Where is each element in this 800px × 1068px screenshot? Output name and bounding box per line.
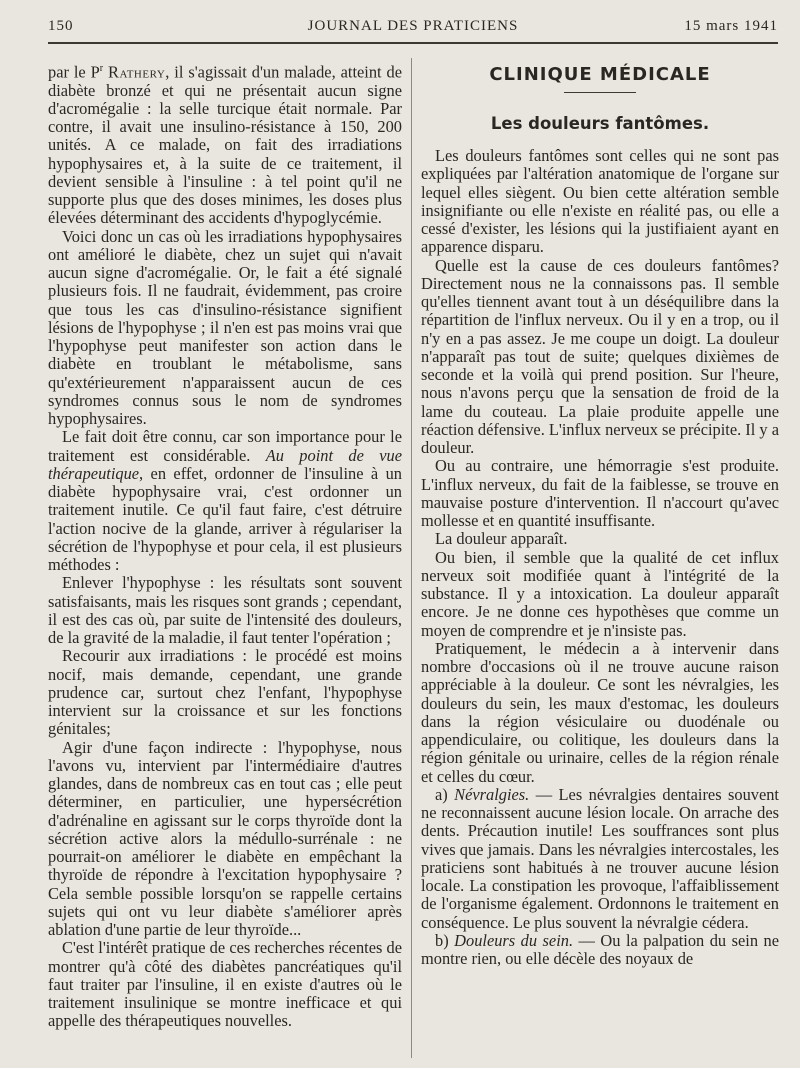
paragraph: Le fait doit être connu, car son importance pour le traitement est considérable. Au point de vue thérapeutique, en effet, ordonner de l'insuline à un diabète hypophysaire vrai, c'est ordonner un traitement inutile. Ce qu'il faut faire, c'est détruire l'action nocive de la glande, arriver à régulariser la sécrétion de l'hypophyse et pour cela, il est plusieurs méthodes : [48, 427, 402, 575]
paragraph: Quelle est la cause de ces douleurs fantômes? Directement nous ne la connaissons pas. Il semble qu'elles tiennent avant tout à un déséquilibre dans la répartition de l'influx nerveux. Ou il y en a trop, ou il n'y en a pas assez. Je me coupe un doigt. La douleur n'apparaît pas tout de suite; quelques dixièmes de seconde et la voilà qui prend position. Sur l'heure, nous n'avons perçu que la sensation de froid de la lame du couteau. La plaie produite appelle une réaction défensive. L'influx nerveux se précipite. Il y a douleur. [421, 255, 779, 458]
paragraph: C'est l'intérêt pratique de ces recherches récentes de montrer qu'à côté des diabètes pancréatiques qu'il faut traiter par l'insuline, il en existe d'autres où le traitement insulinique se montre inefficace et qui appelle des thérapeutiques nouvelles. [48, 938, 402, 1031]
paragraph: Enlever l'hypophyse : les résultats sont souvent satisfaisants, mais les risques sont grands ; cependant, il est des cas où, par suite de l'intensité des douleurs, de la gravité de la maladie, il faut tenter l'opération ; [48, 573, 402, 648]
author-name: Rathery [108, 62, 166, 82]
column-divider [411, 58, 412, 1058]
issue-date: 15 mars 1941 [684, 18, 778, 34]
paragraph: Agir d'une façon indirecte : l'hypophyse, nous l'avons vu, intervient par l'intermédiaire d'autres glandes, dans de nombreux cas en tout cas ; elle peut déterminer, en particulier, une hypersécrétion d'adrénaline en agissant sur le corps thyroïde dont la sécrétion active alors la médullo-surrénale : ne pourrait-on améliorer le diabète en empêchant la thyroïde de répondre à l'excitation hypophysaire ? Cela semble possible lorsqu'on se rappelle certains sujets qui ont vu leur diabète s'améliorer après ablation d'une partie de leur thyroïde... [48, 737, 402, 940]
paragraph: b) Douleurs du sein. — Ou la palpation du sein ne montre rien, ou elle décèle des noyaux de [421, 930, 779, 969]
right-column [421, 60, 779, 968]
running-header [48, 18, 778, 42]
paragraph: Ou au contraire, une hémorragie s'est produite. L'influx nerveux, du fait de la faiblesse, se trouve en mauvaise posture d'intervention. Il n'accourt qu'avec mollesse et en quantité insuffisante. [421, 456, 779, 531]
journal-title: JOURNAL DES PRATICIENS [307, 18, 519, 34]
header-rule [48, 42, 778, 44]
page-number: 150 [48, 18, 74, 34]
paragraph: Pratiquement, le médecin a à intervenir dans nombre d'occasions où il ne trouve aucune raison appréciable à la douleur. Ce sont les névralgies, les douleurs du sein, les maux d'estomac, les douleurs dans la région vésiculaire ou duodénale ou appendiculaire, ou colitique, les douleurs dans la région génitale ou urinaire, celles de la région rénale et celles du cœur. [421, 638, 779, 786]
paragraph: Ou bien, il semble que la qualité de cet influx nerveux soit modifiée quant à l'intégrité de la substance. Il y a intoxication. La douleur apparaît encore. Je ne donne ces hypothèses que comme un moyen de comprendre et je n'insiste pas. [421, 547, 779, 640]
article-title: Les douleurs fantômes. [490, 114, 710, 134]
paragraph: Voici donc un cas où les irradiations hypophysaires ont amélioré le diabète, chez un sujet qui n'avait aucun signe d'acromégalie. Or, le fait a été signalé plusieurs fois. Il ne faudrait, évidemment, pas croire que tous les cas d'insulino-résistance signifient lésions de l'hypophyse ; il n'en est pas moins vrai que l'hypophyse peut manifester son action dans le diabète en troublant le métabolisme, sans qu'extérieurement n'apparaissent aucun de ces syndromes connus sous le nom de syndromes hypophysaires. [48, 226, 402, 429]
paragraph: La douleur apparaît. [435, 529, 568, 549]
section-rule [564, 92, 636, 93]
paragraph: Recourir aux irradiations : le procédé est moins nocif, mais demande, cependant, une grande prudence car, surtout chez l'enfant, l'hypophyse intervient sur la croissance et sur les fonctions génitales; [48, 646, 402, 739]
paragraph: par le $P^r$ Rathery, il s'agissait d'un malade, atteint de diabète bronzé et qui ne présentait aucun signe d'acromégalie : la selle turcique était normale. Par contre, il avait une insulino-résistance à 150, 200 unités. A ce malade, on fait des irradiations hypophysaires et, à la suite de ce traitement, il devient sensible à l'insuline : à tel point qu'il ne supporte plus que des doses minimes, les doses plus élevées déterminant des accidents d'hypoglycémie. [48, 62, 402, 228]
paragraph: Les douleurs fantômes sont celles qui ne sont pas expliquées par l'altération anatomique de l'organe sur lequel elles siègent. Ou bien cette altération semble insignifiante ou elle n'existe en réalité pas, ou elle a cessé d'exister, les lésions qui la justifiaient ayant en apparence disparu. [421, 146, 779, 257]
paragraph: a) Névralgies. — Les névralgies dentaires souvent ne reconnaissent aucune lésion locale. On arrache des dents. Précaution inutile! Les souffrances sont plus vives que jamais. Dans les névralgies intercostales, les praticiens sont habitués à ne trouver aucune lésion locale. La constipation les provoque, l'affaiblissement de l'organisme également. Ordonnons le traitement en conséquence. Le plus souvent la névralgie cédera. [421, 784, 779, 932]
left-column [48, 60, 402, 1031]
section-heading: CLINIQUE MÉDICALE [489, 64, 711, 85]
